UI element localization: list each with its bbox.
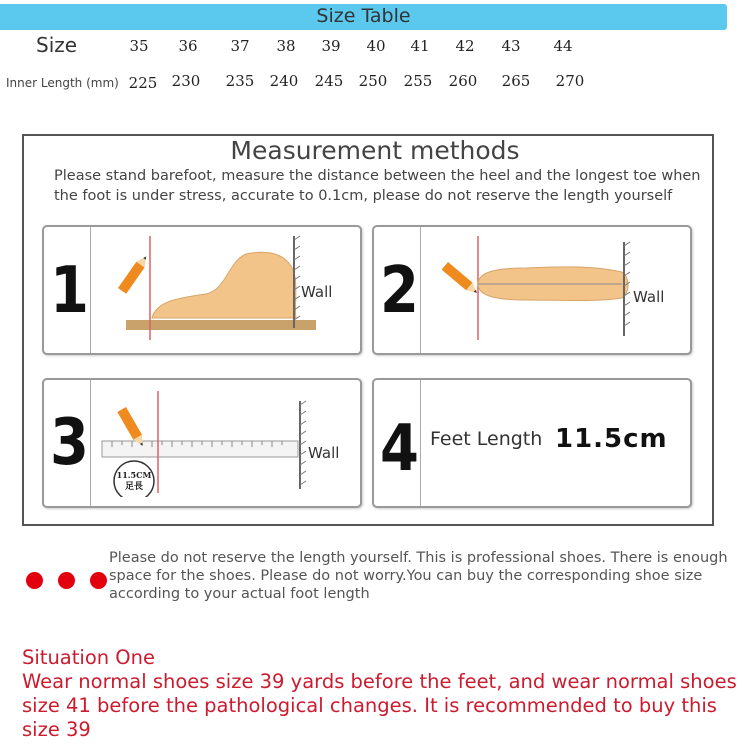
step-2-wall-label: Wall <box>633 288 665 306</box>
foot-top-illustration <box>426 232 656 344</box>
measurement-description: Please stand barefoot, measure the distance between the heel and the longest toe when the foot is under stress, accurate to 0.1cm, please do not reserve the length yourself <box>54 168 701 204</box>
length-cell: 240 <box>269 72 299 90</box>
step-3-wall-label: Wall <box>308 444 340 462</box>
length-cell: 265 <box>501 72 531 90</box>
measurement-title: Measurement methods <box>230 136 520 165</box>
length-cell: 260 <box>448 72 478 90</box>
size-cell: 42 <box>455 37 475 55</box>
feet-length-value: 11.5cm <box>555 424 668 454</box>
inner-length-row-label: Inner Length (mm) <box>6 76 119 90</box>
size-cell: 41 <box>410 37 430 55</box>
size-table-title: Size Table <box>316 5 411 27</box>
step-4-number: 4 <box>380 411 419 486</box>
situation-text: Wear normal shoes size 39 yards before the feet, and wear normal shoes size 41 before the pathological changes. It is recommended to buy this size 39 <box>22 670 737 741</box>
red-dot-icon <box>58 572 75 589</box>
ruler-illustration <box>96 385 326 497</box>
size-row-label: Size <box>36 33 78 57</box>
floor-board <box>126 320 316 330</box>
red-dot-icon <box>90 572 107 589</box>
size-table-header <box>0 4 727 30</box>
size-note: Please do not reserve the length yourself. This is professional shoes. There is enough space for the shoes. Please do not worry.You can buy the corresponding shoe size according to your actual foot length <box>109 550 728 602</box>
foot-side-illustration <box>96 232 326 344</box>
size-cell: 37 <box>230 37 250 55</box>
size-cell: 39 <box>321 37 341 55</box>
badge-measure-text: 11.5CM <box>116 470 152 480</box>
length-cell: 235 <box>225 72 255 90</box>
step-1-wall-label: Wall <box>301 283 333 301</box>
ruler-icon <box>102 441 298 457</box>
pencil-icon <box>442 262 481 297</box>
step-1-number: 1 <box>50 253 89 328</box>
size-cell: 43 <box>501 37 521 55</box>
length-cell: 230 <box>171 72 201 90</box>
situation-title: Situation One <box>22 646 156 669</box>
size-cell: 44 <box>553 37 573 55</box>
step-2-number: 2 <box>380 253 419 328</box>
length-cell: 250 <box>358 72 388 90</box>
length-cell: 225 <box>128 74 158 92</box>
pencil-icon <box>118 254 150 294</box>
feet-length-label: Feet Length <box>430 428 543 450</box>
size-cell: 36 <box>178 37 198 55</box>
badge-foot-length-text: 足長 <box>124 482 144 492</box>
size-cell: 35 <box>129 37 149 55</box>
red-dot-icon <box>26 572 43 589</box>
length-cell: 245 <box>314 72 344 90</box>
size-cell: 38 <box>276 37 296 55</box>
length-cell: 270 <box>555 72 585 90</box>
step-3-number: 3 <box>50 405 89 480</box>
length-cell: 255 <box>403 72 433 90</box>
foot-side-icon <box>152 252 296 318</box>
size-cell: 40 <box>366 37 386 55</box>
